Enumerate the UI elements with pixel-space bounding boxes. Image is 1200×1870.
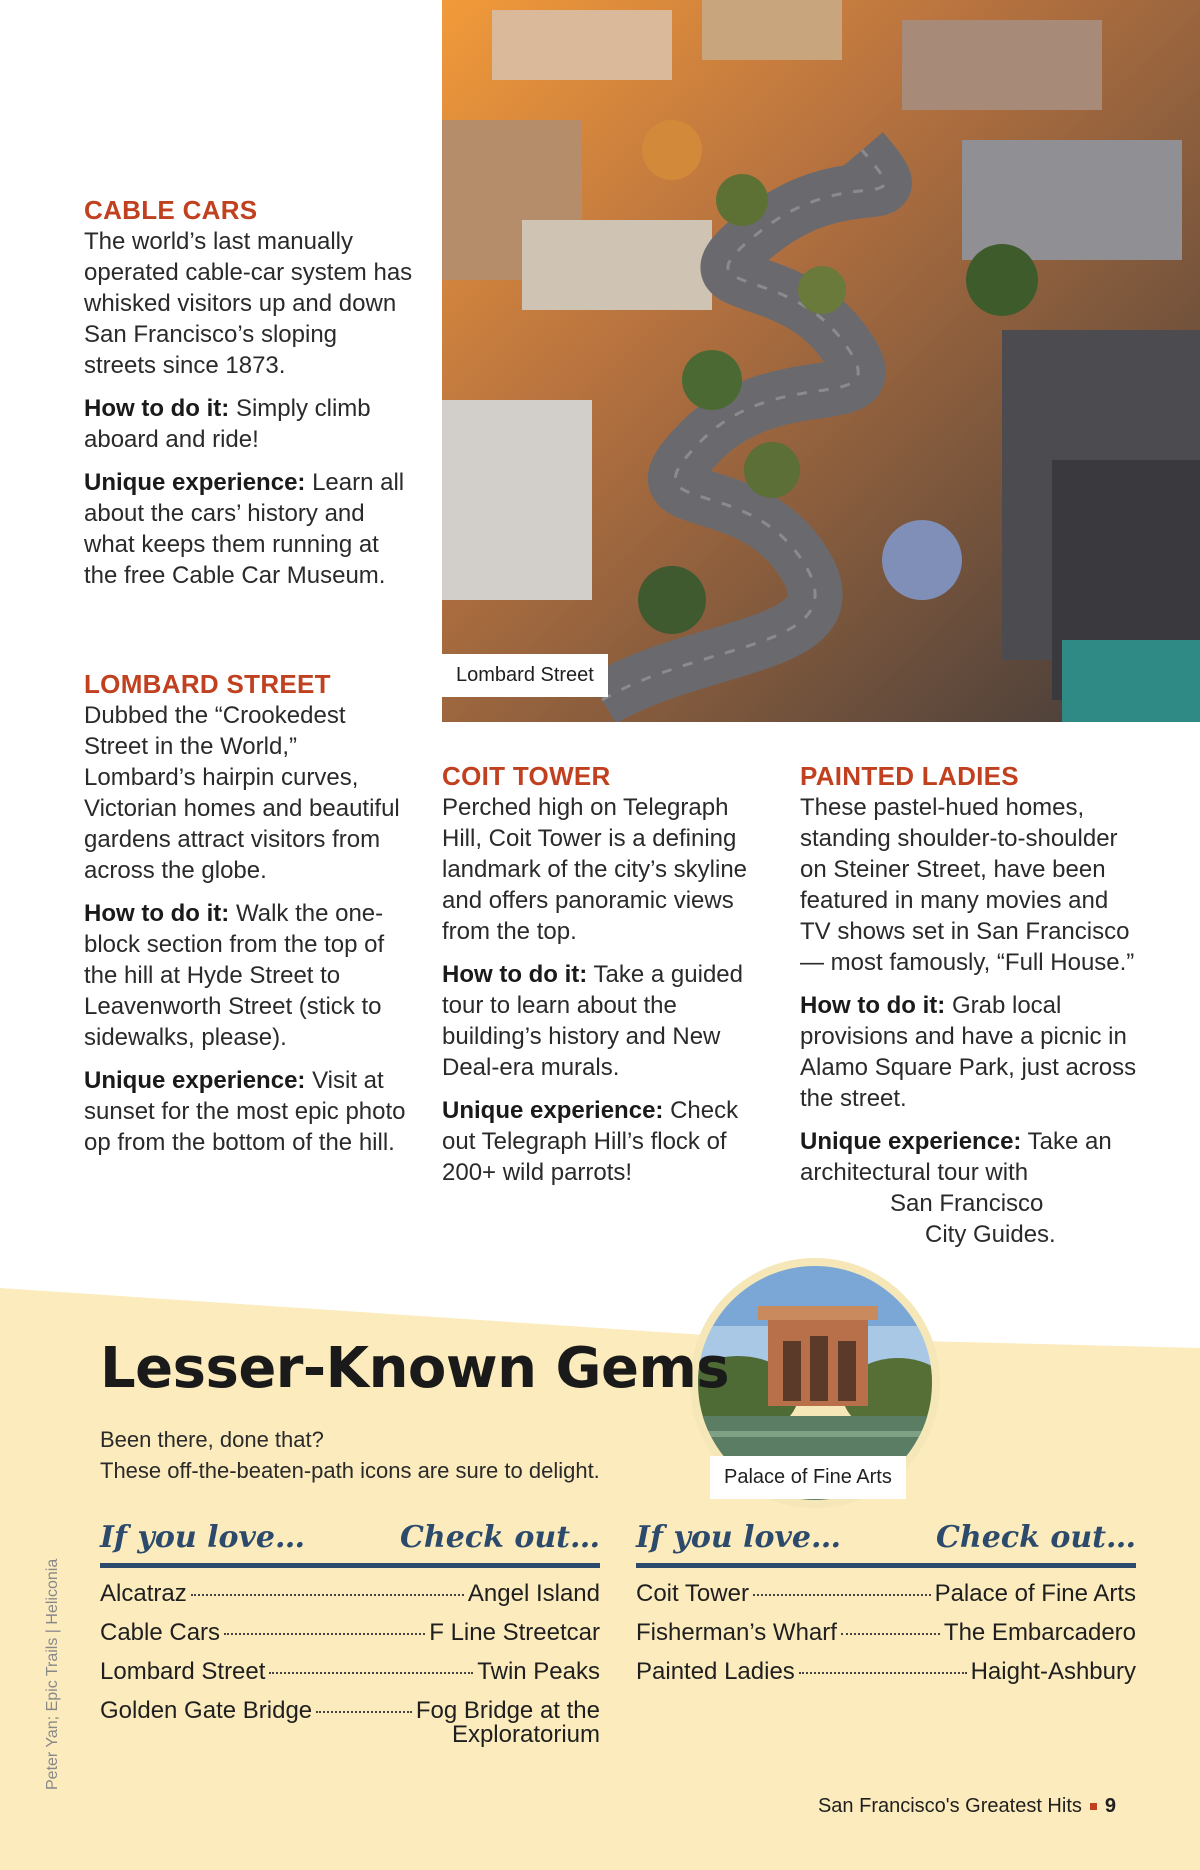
table-row xyxy=(100,1620,600,1646)
page-number: 9 xyxy=(1104,1795,1116,1817)
check-out-heading: Check out… xyxy=(400,1520,600,1555)
leader-dots xyxy=(224,1633,425,1635)
leader-dots xyxy=(316,1711,412,1713)
unique-text: Learn all about the cars’ history and what keeps them running at the free Cable Car Museum. xyxy=(84,469,405,589)
cable-cars-section xyxy=(84,194,414,603)
gems-table-right xyxy=(636,1520,1136,1685)
gems-subtitle-line-1: Been there, done that? xyxy=(100,1427,324,1452)
if-you-love-heading: If you love… xyxy=(636,1520,842,1555)
gems-subtitle-line-2: These off-the-beaten-path icons are sure to delight. xyxy=(100,1458,600,1483)
check-item: Palace of Fine Arts xyxy=(934,1580,1136,1607)
how-to-paragraph xyxy=(84,898,414,1053)
love-item: Painted Ladies xyxy=(636,1658,795,1685)
love-item: Cable Cars xyxy=(100,1619,221,1646)
love-item: Fisherman’s Wharf xyxy=(636,1619,837,1646)
unique-text: Take an architectural tour with xyxy=(800,1128,1112,1186)
unique-paragraph xyxy=(84,1065,414,1158)
section-body: These pastel-hued homes, standing shoulder-to-shoulder on Steiner Street, have been featured in many movies and TV shows set in San Francisco — most famously, “Full House.” xyxy=(800,794,1135,976)
check-item xyxy=(416,1699,600,1747)
love-item: Golden Gate Bridge xyxy=(100,1697,313,1724)
unique-line-3: City Guides. xyxy=(925,1221,1056,1248)
check-item-line-2: Exploratorium xyxy=(451,1721,600,1748)
unique-text: Check out Telegraph Hill’s flock of 200+ wild parrots! xyxy=(442,1097,739,1186)
unique-paragraph xyxy=(442,1095,772,1188)
love-item: Coit Tower xyxy=(636,1580,749,1607)
how-to-paragraph xyxy=(84,393,414,455)
check-item: Angel Island xyxy=(467,1580,600,1607)
how-text: Simply climb aboard and ride! xyxy=(84,395,371,453)
check-out-heading: Check out… xyxy=(936,1520,1136,1555)
section-title: CABLE CARS xyxy=(84,195,258,225)
how-text: Walk the one-block section from the top of the hill at Hyde Street to Leavenworth Street (stick to sidewalks, please). xyxy=(84,900,385,1051)
unique-paragraph xyxy=(800,1126,1140,1250)
check-item: Twin Peaks xyxy=(477,1658,600,1685)
footer-section-title: San Francisco's Greatest Hits xyxy=(817,1795,1082,1817)
check-item: Haight-Ashbury xyxy=(970,1658,1136,1685)
unique-label: Unique experience: xyxy=(84,1067,306,1094)
gems-title: Lesser-Known Gems xyxy=(100,1336,730,1401)
page-footer xyxy=(818,1795,1116,1818)
table-header xyxy=(636,1520,1136,1568)
table-row xyxy=(100,1659,600,1685)
how-label: How to do it: xyxy=(442,961,588,988)
how-text: Take a guided tour to learn about the building’s history and New Deal-era murals. xyxy=(442,961,743,1081)
leader-dots xyxy=(269,1672,473,1674)
table-row xyxy=(100,1581,600,1607)
table-row xyxy=(100,1698,600,1747)
unique-label: Unique experience: xyxy=(442,1097,664,1124)
check-item: F Line Streetcar xyxy=(429,1619,600,1646)
unique-text: Visit at sunset for the most epic photo op from the bottom of the hill. xyxy=(84,1067,406,1156)
how-to-paragraph xyxy=(442,959,772,1083)
section-body: Perched high on Telegraph Hill, Coit Tower is a defining landmark of the city’s skyline and offers panoramic views from the top. xyxy=(442,794,748,945)
footer-square-icon xyxy=(1090,1803,1097,1810)
how-text: Grab local provisions and have a picnic in Alamo Square Park, just across the street. xyxy=(800,992,1137,1112)
how-label: How to do it: xyxy=(84,900,230,927)
lombard-street-photo xyxy=(442,0,1200,722)
palace-photo-caption: Palace of Fine Arts xyxy=(710,1456,906,1499)
unique-line-2: San Francisco xyxy=(890,1190,1044,1217)
unique-paragraph xyxy=(84,467,414,591)
unique-label: Unique experience: xyxy=(800,1128,1022,1155)
lombard-photo-caption: Lombard Street xyxy=(442,654,608,697)
leader-dots xyxy=(799,1672,967,1674)
leader-dots xyxy=(841,1633,940,1635)
how-label: How to do it: xyxy=(800,992,946,1019)
section-body: The world’s last manually operated cable-car system has whisked visitors up and down San Francisco’s sloping streets since 1873. xyxy=(84,228,413,379)
table-row xyxy=(636,1620,1136,1646)
leader-dots xyxy=(191,1594,464,1596)
gems-subtitle xyxy=(100,1424,600,1486)
how-to-paragraph xyxy=(800,990,1140,1114)
if-you-love-heading: If you love… xyxy=(100,1520,306,1555)
love-item: Alcatraz xyxy=(100,1580,187,1607)
unique-label: Unique experience: xyxy=(84,469,306,496)
how-label: How to do it: xyxy=(84,395,230,422)
lombard-street-section xyxy=(84,668,414,1170)
photo-credit: Peter Yan; Epic Trails | Heliconia xyxy=(44,1558,61,1790)
love-item: Lombard Street xyxy=(100,1658,266,1685)
check-item-line-1: Fog Bridge at the xyxy=(415,1697,600,1724)
table-header xyxy=(100,1520,600,1568)
painted-ladies-section xyxy=(800,760,1140,1262)
section-body: Dubbed the “Crookedest Street in the World,” Lombard’s hairpin curves, Victorian homes and beautiful gardens attract visitors from across the globe. xyxy=(84,702,400,884)
section-title: COIT TOWER xyxy=(442,761,611,791)
gems-table-left xyxy=(100,1520,600,1747)
section-title: PAINTED LADIES xyxy=(800,761,1019,791)
check-item: The Embarcadero xyxy=(943,1619,1136,1646)
section-title: LOMBARD STREET xyxy=(84,669,331,699)
table-row xyxy=(636,1659,1136,1685)
leader-dots xyxy=(753,1594,931,1596)
coit-tower-section xyxy=(442,760,772,1200)
table-row xyxy=(636,1581,1136,1607)
